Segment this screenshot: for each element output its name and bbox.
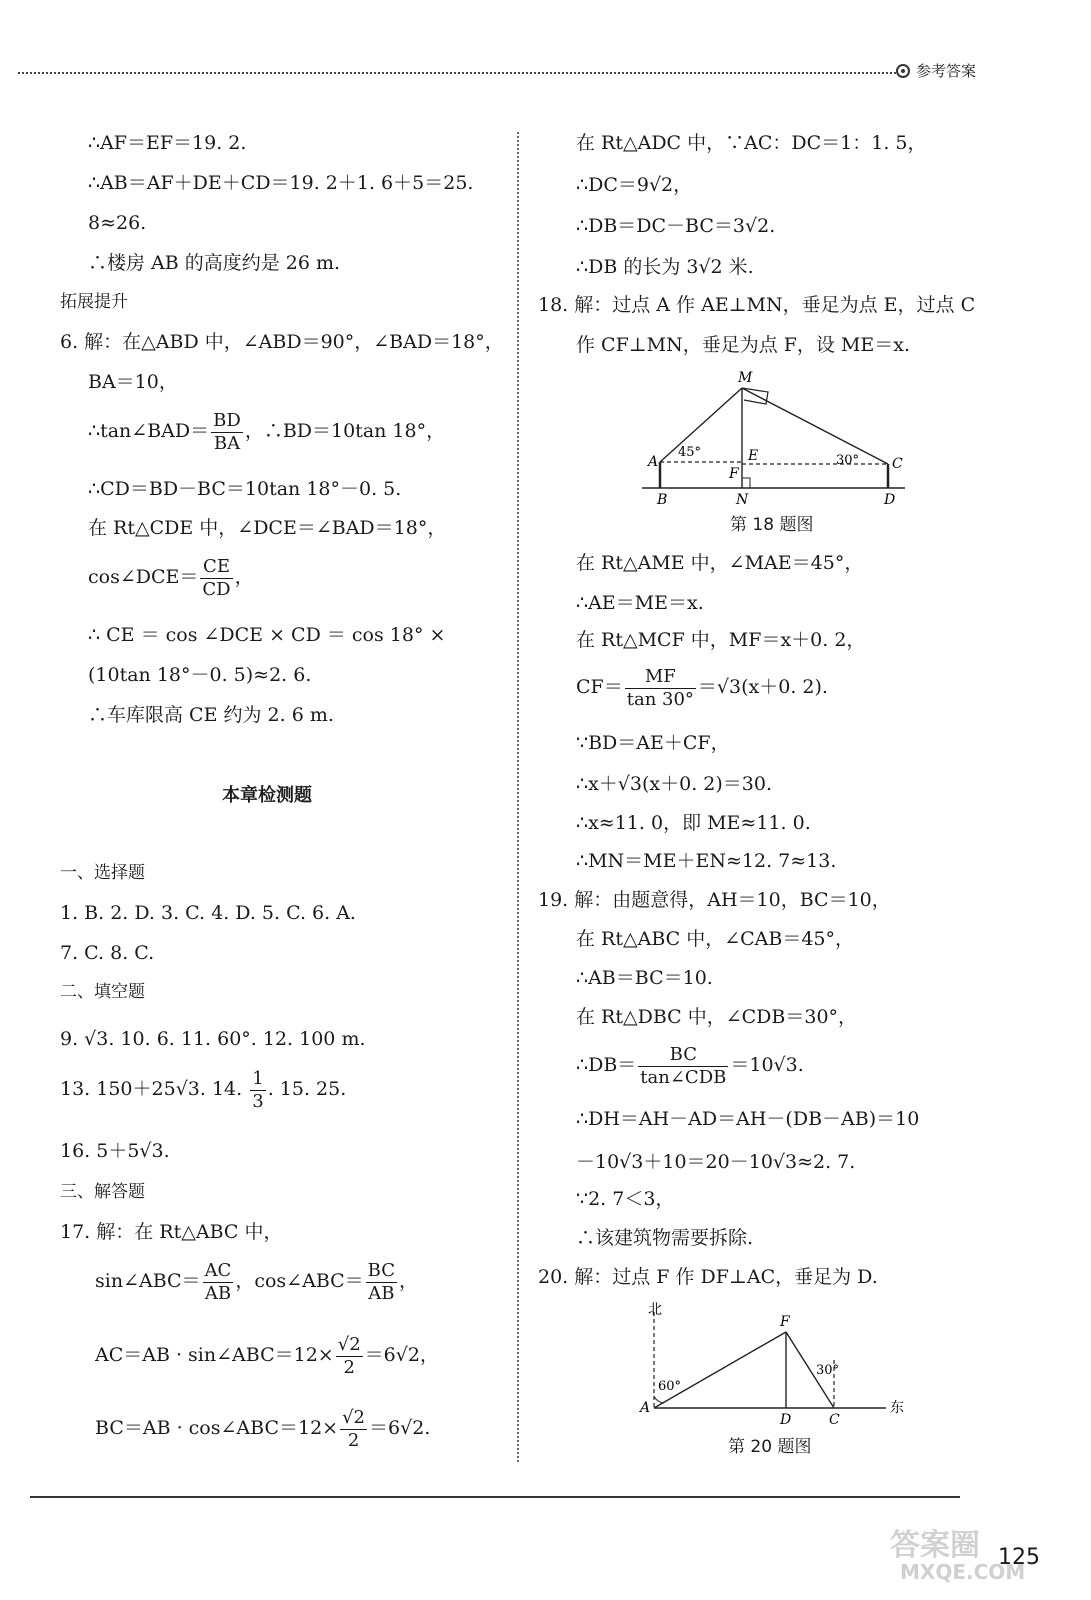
eq-text: BC＝AB · cos∠ABC＝12× [95,1417,339,1440]
right-line: 在 Rt△ADC 中，∵AC：DC＝1：1. 5， [576,132,927,154]
right-equation-cf [576,666,828,710]
label-a: A [648,454,659,470]
q17-ac [95,1334,439,1378]
label-f: F [780,1314,790,1330]
header-dotted-rule [18,72,896,74]
right-equation-db [576,1044,804,1088]
fraction [203,1260,234,1304]
watermark-site: MXQE.COM [900,1560,1026,1584]
eq-text: ， [234,566,254,589]
fraction-numerator: BC [638,1044,728,1067]
right-line: ∵BD＝AE＋CF， [576,732,730,754]
right-line: －10√3＋10＝20－10√3≈2. 7. [576,1151,856,1173]
column-divider [517,132,519,1462]
label-d: D [884,492,896,508]
right-line: 在 Rt△AME 中，∠MAE＝45°， [576,552,864,574]
label-e: E [748,448,759,464]
fraction [625,666,696,710]
angle-45-label: 45° [678,445,702,460]
eq-text: sin∠ABC＝ [95,1270,201,1293]
right-line: 在 Rt△MCF 中，MF＝x＋0. 2， [576,629,866,651]
fraction-denominator: tan 30° [626,688,694,710]
right-line: 在 Rt△ABC 中，∠CAB＝45°， [576,928,855,950]
choice-answers: 7. C. 8. C. [60,942,155,964]
left-line: 在 Rt△CDE 中，∠DCE＝∠BAD＝18°， [88,517,447,539]
eq-text: CF＝ [576,676,623,699]
right-line: ∴该建筑物需要拆除. [576,1227,754,1249]
section-heading: 一、选择题 [60,863,145,883]
angle-60-label: 60° [658,1379,682,1394]
section-heading: 拓展提升 [60,292,128,312]
right-line: ∴DB 的长为 3√2 米. [576,256,754,278]
label-c: C [829,1412,840,1428]
left-equation-tan [88,410,445,454]
fraction-numerator: AC [204,1260,232,1281]
right-line: ∵2. 7＜3， [576,1188,675,1210]
eq-text: ∴tan∠BAD＝ [88,420,210,443]
right-line: 作 CF⊥MN，垂足为点 F，设 ME＝x. [576,334,911,356]
eq-text: ∴DB＝ [576,1054,637,1077]
right-line: ∴x≈11. 0，即 ME≈11. 0. [576,812,811,834]
fraction-numerator: √2 [342,1407,365,1428]
q17-heading: 17. 解：在 Rt△ABC 中， [60,1221,283,1243]
header-bullet-icon [896,64,910,78]
fill-answers [60,1068,346,1112]
right-line: ∴x＋√3(x＋0. 2)＝30. [576,773,773,795]
left-line: ∴车库限高 CE 约为 2. 6 m. [88,704,334,726]
fraction [200,556,232,600]
label-b: B [657,492,668,508]
fraction-denominator: 3 [252,1090,264,1112]
figure-20 [630,1300,910,1430]
fraction [336,1334,363,1378]
left-line: BA＝10， [88,371,178,393]
fraction-numerator: √2 [337,1334,361,1355]
label-d: D [780,1412,792,1428]
eq-text: . 15. 25. [267,1078,347,1101]
fraction-numerator: CE [200,556,232,579]
label-m: M [738,370,753,386]
right-line: ∴AB＝BC＝10. [576,967,713,989]
fraction-denominator: AB [204,1282,232,1304]
section-heading: 二、填空题 [60,982,145,1002]
fraction-denominator: 2 [343,1356,355,1378]
fraction [638,1044,728,1088]
line-af [654,1332,786,1408]
q17-sin-cos [95,1260,418,1304]
eq-text: ， [399,1270,419,1293]
fraction-numerator: MF [625,666,696,689]
right-line: ∴MN＝ME＋EN≈12. 7≈13. [576,850,837,872]
right-angle-mark [742,478,750,488]
fraction-denominator: CD [202,578,231,600]
eq-text: 13. 150＋25√3. 14. [60,1078,249,1101]
right-line: ∴DC＝9√2， [576,174,693,196]
fraction-denominator: tan∠CDB [640,1066,727,1088]
watermark-logo: 答案圈 [890,1528,980,1563]
fraction-denominator: AB [368,1282,395,1304]
angle-30-label: 30° [836,453,860,468]
page-number: 125 [998,1545,1040,1570]
right-line: ∴AE＝ME＝x. [576,592,704,614]
right-line: ∴DB＝DC－BC＝3√2. [576,215,776,237]
left-line: ∴AB＝AF＋DE＋CD＝19. 2＋1. 6＋5＝25. [88,172,474,194]
eq-text: ＝6√2， [364,1344,439,1367]
label-east: 东 [890,1400,904,1416]
q19-heading: 19. 解：由题意得，AH＝10，BC＝10， [538,889,891,911]
header-label: 参考答案 [916,62,977,80]
eq-text: AC＝AB · sin∠ABC＝12× [95,1344,334,1367]
left-line: 8≈26. [88,212,147,234]
left-line: (10tan 18°－0. 5)≈2. 6. [88,664,312,686]
right-line: 在 Rt△DBC 中，∠CDB＝30°， [576,1006,858,1028]
label-f: F [729,466,739,482]
fraction [340,1407,367,1451]
fraction [366,1260,397,1304]
figure-18 [630,368,920,508]
eq-text: ，∴BD＝10tan 18°， [244,420,446,443]
section-heading: 三、解答题 [60,1182,145,1202]
figure-18-caption: 第 18 题图 [730,515,814,535]
q18-heading: 18. 解：过点 A 作 AE⊥MN，垂足为点 E，过点 C [538,294,976,316]
left-line: 6. 解：在△ABD 中，∠ABD＝90°，∠BAD＝18°， [60,331,504,353]
fraction-denominator: 2 [347,1429,360,1451]
q17-bc [95,1407,430,1451]
fill-answers: 9. √3. 10. 6. 11. 60°. 12. 100 m. [60,1028,366,1050]
label-c: C [892,456,903,472]
label-a: A [640,1400,651,1416]
angle-arc [654,1396,664,1403]
left-line: ∴CD＝BD－BC＝10tan 18°－0. 5. [88,478,402,500]
angle-30-label: 30° [816,1363,840,1378]
fraction-numerator: 1 [252,1068,264,1089]
figure-20-caption: 第 20 题图 [728,1437,812,1457]
fraction-numerator: BC [367,1260,396,1281]
fraction-numerator: BD [213,410,241,431]
fill-answers: 16. 5＋5√3. [60,1140,170,1162]
left-line: ∴AF＝EF＝19. 2. [88,132,247,154]
chapter-title: 本章检测题 [222,785,312,806]
footer-rule [30,1496,960,1498]
choice-answers: 1. B. 2. D. 3. C. 4. D. 5. C. 6. A. [60,902,356,924]
label-north: 北 [648,1302,662,1318]
eq-text: ＝√3(x＋0. 2). [697,676,828,699]
fraction-denominator: BA [213,432,241,454]
eq-text: cos∠DCE＝ [88,566,199,589]
label-n: N [736,492,749,508]
left-equation-cos [88,556,254,600]
eq-text: ＝6√2. [369,1417,431,1440]
fraction [211,410,243,454]
left-line: ∴ CE ＝ cos ∠DCE × CD ＝ cos 18° × [88,624,446,646]
line-mc [742,388,888,464]
right-line: ∴DH＝AH－AD＝AH－(DB－AB)＝10 [576,1108,920,1130]
eq-text: ，cos∠ABC＝ [235,1270,364,1293]
left-line: ∴楼房 AB 的高度约是 26 m. [88,252,341,274]
q20-heading: 20. 解：过点 F 作 DF⊥AC，垂足为 D. [538,1266,878,1288]
fraction [250,1068,265,1112]
eq-text: ＝10√3. [730,1054,804,1077]
